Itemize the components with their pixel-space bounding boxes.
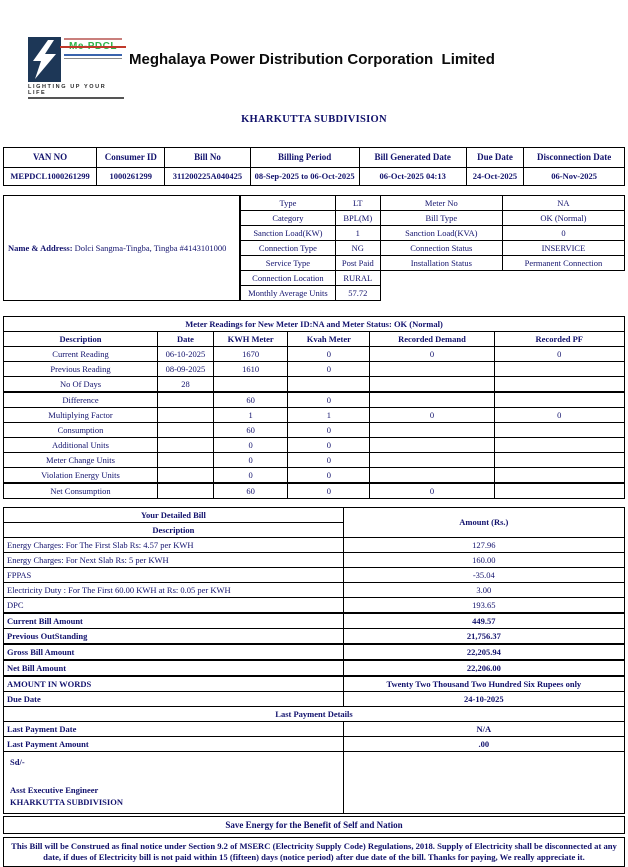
charge-amount: 3.00 (343, 583, 624, 598)
meter-cell: No Of Days (4, 377, 158, 393)
brand-strike-line (60, 46, 126, 48)
description-header: Description (4, 523, 344, 538)
total-amount: 22,206.00 (343, 660, 624, 676)
meter-cell (494, 362, 624, 377)
meter-readings-title: Meter Readings for New Meter ID:NA and Meter Status: OK (Normal) (4, 317, 625, 332)
meter-cell (370, 438, 494, 453)
recorded-pf-header: Recorded PF (494, 332, 624, 347)
empty-cell (380, 271, 502, 286)
field-value: 0 (502, 226, 624, 241)
total-amount: 21,756.37 (343, 629, 624, 645)
meter-cell (370, 362, 494, 377)
total-row-amount-in-words (4, 676, 625, 692)
final-notice-box: This Bill will be Construed as final notice under Section 9.2 of MSERC (Electricity Supply Code) Regulations, 2018. Supply of Electricity shall be disconnected at any date, if dues of Electricity bill is not paid within 15 (fifteen) days (notice period) after due date of the bill. Thanks for paying, We really appreciate it. (3, 837, 625, 867)
charge-desc: Energy Charges: For The First Slab Rs: 4.57 per KWH (4, 538, 344, 553)
last-payment-title-row (4, 707, 625, 722)
logo (28, 37, 628, 82)
bill-generated-date-header: Bill Generated Date (359, 148, 466, 168)
meter-cell: Additional Units (4, 438, 158, 453)
meter-cell: Net Consumption (4, 483, 158, 499)
meter-cell: 0 (213, 453, 288, 468)
signature-sd: Sd/- (10, 757, 25, 767)
field-value: NA (502, 196, 624, 211)
meter-cell: 0 (213, 438, 288, 453)
meter-cell: 08-09-2025 (158, 362, 214, 377)
description-header: Description (4, 332, 158, 347)
detailed-bill-table (3, 507, 625, 814)
field-value: RURAL (335, 271, 380, 286)
meter-cell: 0 (288, 362, 370, 377)
meter-cell (494, 392, 624, 408)
field-label: Meter No (380, 196, 502, 211)
charge-row (4, 568, 625, 583)
meter-cell: 0 (288, 392, 370, 408)
consumer-id-value: 1000261299 (97, 168, 165, 186)
meter-row-no-of-days (4, 377, 625, 393)
meter-cell: Meter Change Units (4, 453, 158, 468)
meter-cell (158, 483, 214, 499)
meter-cell: 28 (158, 377, 214, 393)
meter-cell: 0 (494, 347, 624, 362)
amount-header: Amount (Rs.) (343, 508, 624, 538)
meter-cell: 1 (288, 408, 370, 423)
last-payment-label: Last Payment Date (4, 722, 344, 737)
field-label: Service Type (241, 256, 336, 271)
total-amount: 24-10-2025 (343, 692, 624, 707)
slogan-box: Save Energy for the Benefit of Self and Nation (3, 816, 625, 834)
meter-cell: 60 (213, 483, 288, 499)
field-label: Category (241, 211, 336, 226)
field-value: 1 (335, 226, 380, 241)
meter-cell: 0 (288, 347, 370, 362)
charge-desc: Electricity Duty : For The First 60.00 KWH at Rs: 0.05 per KWH (4, 583, 344, 598)
name-address-box (3, 195, 240, 301)
lightning-bolt-icon (28, 37, 61, 82)
amount-in-words: Twenty Two Thousand Two Hundred Six Rupees only (343, 676, 624, 692)
logo-rule-blue (64, 54, 122, 56)
meter-cell (494, 483, 624, 499)
charge-row (4, 583, 625, 598)
field-label: Connection Status (380, 241, 502, 256)
due-date-value: 24-Oct-2025 (466, 168, 524, 186)
logo-rule-gray (64, 58, 122, 59)
total-row-previous-outstanding (4, 629, 625, 645)
consumer-section (3, 195, 625, 301)
empty-cell (502, 271, 624, 286)
bill-generated-date-value: 06-Oct-2025 04:13 (359, 168, 466, 186)
total-amount: 449.57 (343, 613, 624, 629)
detailed-bill-header-row (4, 508, 625, 523)
name-address-value: Dolci Sangma-Tingba, Tingba #4143101000 (72, 243, 227, 253)
due-date-header: Due Date (466, 148, 524, 168)
meter-cell: 1610 (213, 362, 288, 377)
meter-cell: 0 (494, 408, 624, 423)
field-label: Type (241, 196, 336, 211)
signature-empty-cell (343, 752, 624, 814)
total-row-current-bill (4, 613, 625, 629)
meter-cell (494, 377, 624, 393)
meter-cell: 0 (288, 438, 370, 453)
meter-cell (158, 423, 214, 438)
meter-cell (370, 453, 494, 468)
meter-cell (158, 468, 214, 484)
meter-cell (494, 438, 624, 453)
charge-amount: 193.65 (343, 598, 624, 614)
field-label: Sanction Load(KW) (241, 226, 336, 241)
meter-cell: 0 (288, 423, 370, 438)
last-payment-title: Last Payment Details (4, 707, 625, 722)
total-row-gross-bill (4, 644, 625, 660)
charge-desc: Energy Charges: For Next Slab Rs: 5 per KWH (4, 553, 344, 568)
last-payment-value: N/A (343, 722, 624, 737)
consumer-row (241, 271, 625, 286)
meter-cell: 06-10-2025 (158, 347, 214, 362)
total-label: Previous OutStanding (4, 629, 344, 645)
disconnection-date-value: 06-Nov-2025 (524, 168, 625, 186)
charge-desc: FPPAS (4, 568, 344, 583)
field-value: LT (335, 196, 380, 211)
meter-cell: 60 (213, 423, 288, 438)
meter-row-difference (4, 392, 625, 408)
meter-cell (494, 453, 624, 468)
charge-row (4, 598, 625, 614)
meter-cell (158, 438, 214, 453)
consumer-row (241, 241, 625, 256)
charge-amount: -35.04 (343, 568, 624, 583)
meter-cell (370, 423, 494, 438)
meter-cell: Violation Energy Units (4, 468, 158, 484)
meter-cell (158, 392, 214, 408)
meter-readings-header-row (4, 332, 625, 347)
meter-cell (158, 453, 214, 468)
meter-cell: 0 (370, 347, 494, 362)
meter-row-violation-energy-units (4, 468, 625, 484)
field-value: OK (Normal) (502, 211, 624, 226)
bill-info-value-row (4, 168, 625, 186)
field-label: Monthly Average Units (241, 286, 336, 301)
detailed-bill-title: Your Detailed Bill (4, 508, 344, 523)
meter-cell: Current Reading (4, 347, 158, 362)
recorded-demand-header: Recorded Demand (370, 332, 494, 347)
signature-office: KHARKUTTA SUBDIVISION (10, 796, 123, 807)
meter-cell (494, 423, 624, 438)
meter-cell: 0 (288, 468, 370, 484)
charge-amount: 127.96 (343, 538, 624, 553)
consumer-row (241, 286, 625, 301)
last-payment-date-row (4, 722, 625, 737)
charge-row (4, 538, 625, 553)
bill-no-value: 311200225A040425 (165, 168, 250, 186)
bill-info-header-row (4, 148, 625, 168)
meter-row-previous-reading (4, 362, 625, 377)
field-label: Bill Type (380, 211, 502, 226)
total-amount: 22,205.94 (343, 644, 624, 660)
meter-cell (370, 468, 494, 484)
total-label: AMOUNT IN WORDS (4, 676, 344, 692)
header (0, 0, 628, 99)
van-no-value: MEPDCL1000261299 (4, 168, 97, 186)
van-no-header: VAN NO (4, 148, 97, 168)
consumer-row (241, 256, 625, 271)
total-row-net-bill (4, 660, 625, 676)
meter-cell (370, 377, 494, 393)
meter-cell: Previous Reading (4, 362, 158, 377)
meter-cell: 0 (370, 483, 494, 499)
charge-amount: 160.00 (343, 553, 624, 568)
meter-row-additional-units (4, 438, 625, 453)
meter-cell: Multiplying Factor (4, 408, 158, 423)
meter-cell (370, 392, 494, 408)
consumer-row (241, 211, 625, 226)
total-label: Net Bill Amount (4, 660, 344, 676)
empty-cell (380, 286, 502, 301)
meter-cell: 0 (288, 453, 370, 468)
field-value: 57.72 (335, 286, 380, 301)
consumer-id-header: Consumer ID (97, 148, 165, 168)
bill-info-table (3, 147, 625, 186)
subdivision-title: KHARKUTTA SUBDIVISION (241, 114, 387, 125)
meter-row-multiplying-factor (4, 408, 625, 423)
meter-readings-table (3, 316, 625, 499)
consumer-row (241, 196, 625, 211)
last-payment-amount-row (4, 737, 625, 752)
meter-cell: 60 (213, 392, 288, 408)
field-label: Installation Status (380, 256, 502, 271)
meter-cell: 0 (288, 483, 370, 499)
meter-cell (288, 377, 370, 393)
meter-cell: 0 (370, 408, 494, 423)
meter-cell: Consumption (4, 423, 158, 438)
consumer-table (240, 195, 625, 301)
signature-designation: Asst Executive Engineer (10, 785, 99, 795)
company-title: Meghalaya Power Distribution Corporation Limited (129, 51, 495, 68)
brand-name (64, 40, 122, 53)
charge-row (4, 553, 625, 568)
total-label: Gross Bill Amount (4, 644, 344, 660)
consumer-row (241, 226, 625, 241)
meter-cell: 0 (213, 468, 288, 484)
disconnection-date-header: Disconnection Date (524, 148, 625, 168)
meter-row-consumption (4, 423, 625, 438)
field-label: Sanction Load(KVA) (380, 226, 502, 241)
total-row-due-date (4, 692, 625, 707)
meter-cell: Difference (4, 392, 158, 408)
field-value: Permanent Connection (502, 256, 624, 271)
meter-cell (158, 408, 214, 423)
billing-period-value: 08-Sep-2025 to 06-Oct-2025 (250, 168, 359, 186)
logo-text-block (64, 37, 122, 59)
charge-desc: DPC (4, 598, 344, 614)
kwh-meter-header: KWH Meter (213, 332, 288, 347)
last-payment-label: Last Payment Amount (4, 737, 344, 752)
meter-cell: 1 (213, 408, 288, 423)
bill-no-header: Bill No (165, 148, 250, 168)
name-address-label: Name & Address: (8, 243, 73, 253)
kvah-meter-header: Kvah Meter (288, 332, 370, 347)
field-value: Post Paid (335, 256, 380, 271)
empty-cell (502, 286, 624, 301)
date-header: Date (158, 332, 214, 347)
total-label: Current Bill Amount (4, 613, 344, 629)
meter-row-net-consumption (4, 483, 625, 499)
meter-row-current-reading (4, 347, 625, 362)
meter-row-meter-change-units (4, 453, 625, 468)
meter-cell (213, 377, 288, 393)
last-payment-value: .00 (343, 737, 624, 752)
logo-tagline: LIGHTING UP YOUR LIFE (28, 84, 107, 96)
tagline-underline (28, 97, 124, 99)
field-value: INSERVICE (502, 241, 624, 256)
field-value: BPL(M) (335, 211, 380, 226)
field-value: NG (335, 241, 380, 256)
signature-row (4, 752, 625, 814)
meter-readings-title-row (4, 317, 625, 332)
field-label: Connection Type (241, 241, 336, 256)
meter-cell (494, 468, 624, 484)
meter-cell: 1670 (213, 347, 288, 362)
signature-block (4, 752, 344, 814)
total-label: Due Date (4, 692, 344, 707)
field-label: Connection Location (241, 271, 336, 286)
billing-period-header: Billing Period (250, 148, 359, 168)
